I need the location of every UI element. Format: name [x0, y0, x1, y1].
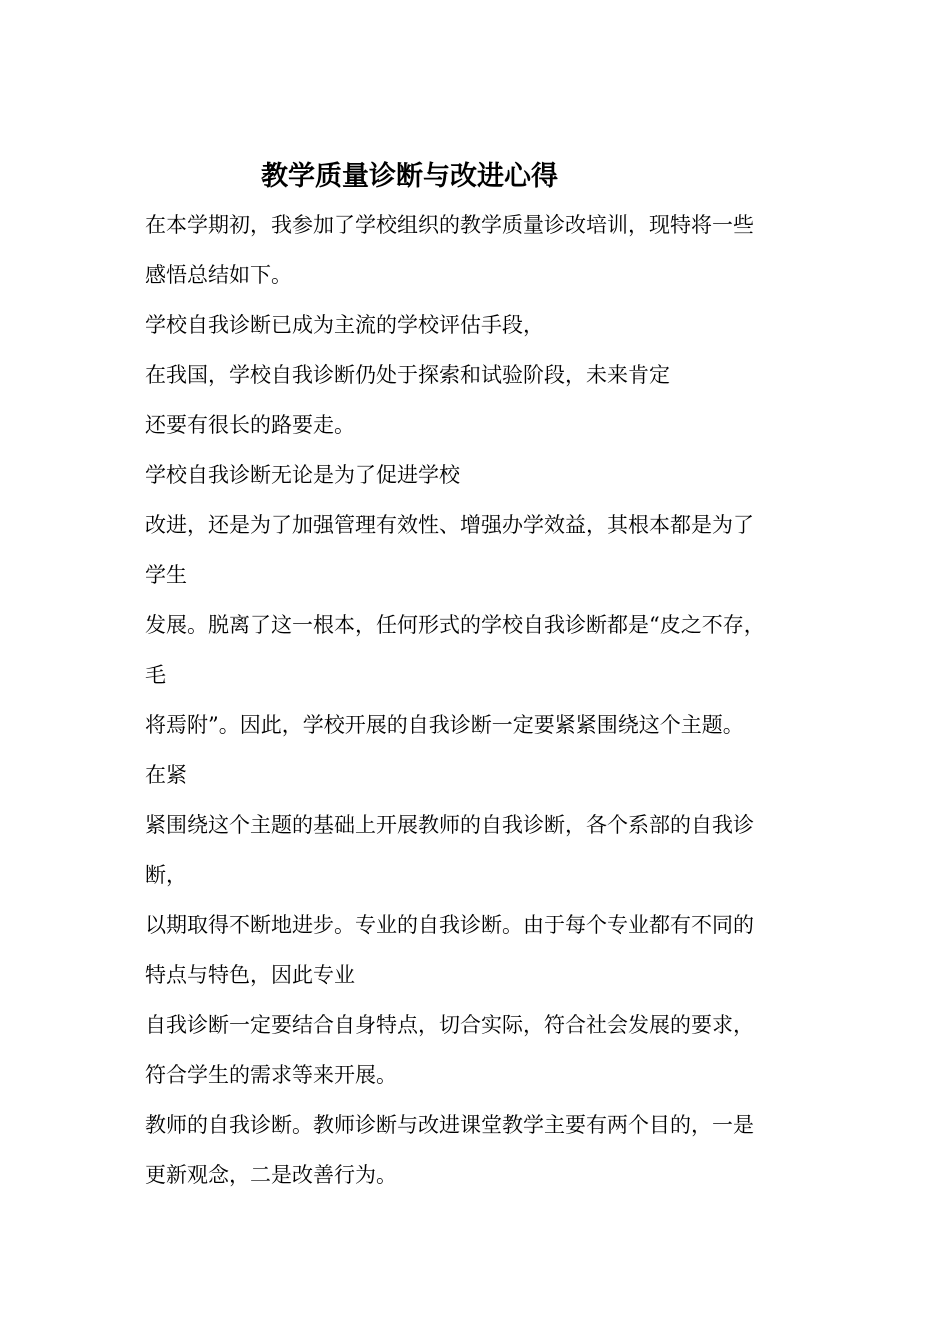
body-line: 改进，还是为了加强管理有效性、增强办学效益，其根本都是为了 [145, 513, 754, 537]
body-line: 自我诊断一定要结合自身特点，切合实际，符合社会发展的要求， [145, 1013, 754, 1037]
body-line: 教师的自我诊断。教师诊断与改进课堂教学主要有两个目的，一是 [145, 1113, 754, 1137]
body-line: 紧围绕这个主题的基础上开展教师的自我诊断，各个系部的自我诊 [145, 813, 754, 837]
body-line: 在我国，学校自我诊断仍处于探索和试验阶段，未来肯定 [145, 363, 670, 387]
body-line: 还要有很长的路要走。 [145, 413, 355, 437]
body-line: 断， [145, 863, 187, 887]
body-line: 发展。脱离了这一根本，任何形式的学校自我诊断都是“皮之不存， [145, 613, 765, 637]
document-body [145, 200, 825, 1200]
body-line: 符合学生的需求等来开展。 [145, 1063, 397, 1087]
body-line: 在本学期初，我参加了学校组织的教学质量诊改培训，现特将一些 [145, 213, 754, 237]
body-line: 特点与特色，因此专业 [145, 963, 355, 987]
body-line: 学生 [145, 563, 187, 587]
body-line: 更新观念，二是改善行为。 [145, 1163, 397, 1187]
body-line: 感悟总结如下。 [145, 263, 292, 287]
body-line: 在紧 [145, 763, 187, 787]
body-line: 以期取得不断地进步。专业的自我诊断。由于每个专业都有不同的 [145, 913, 754, 937]
document-title: 教学质量诊断与改进心得 [261, 161, 558, 192]
body-line: 将焉附”。因此，学校开展的自我诊断一定要紧紧围绕这个主题。 [145, 713, 744, 737]
body-line: 学校自我诊断已成为主流的学校评估手段， [145, 313, 544, 337]
body-line: 学校自我诊断无论是为了促进学校 [145, 463, 460, 487]
body-line: 毛 [145, 663, 166, 687]
